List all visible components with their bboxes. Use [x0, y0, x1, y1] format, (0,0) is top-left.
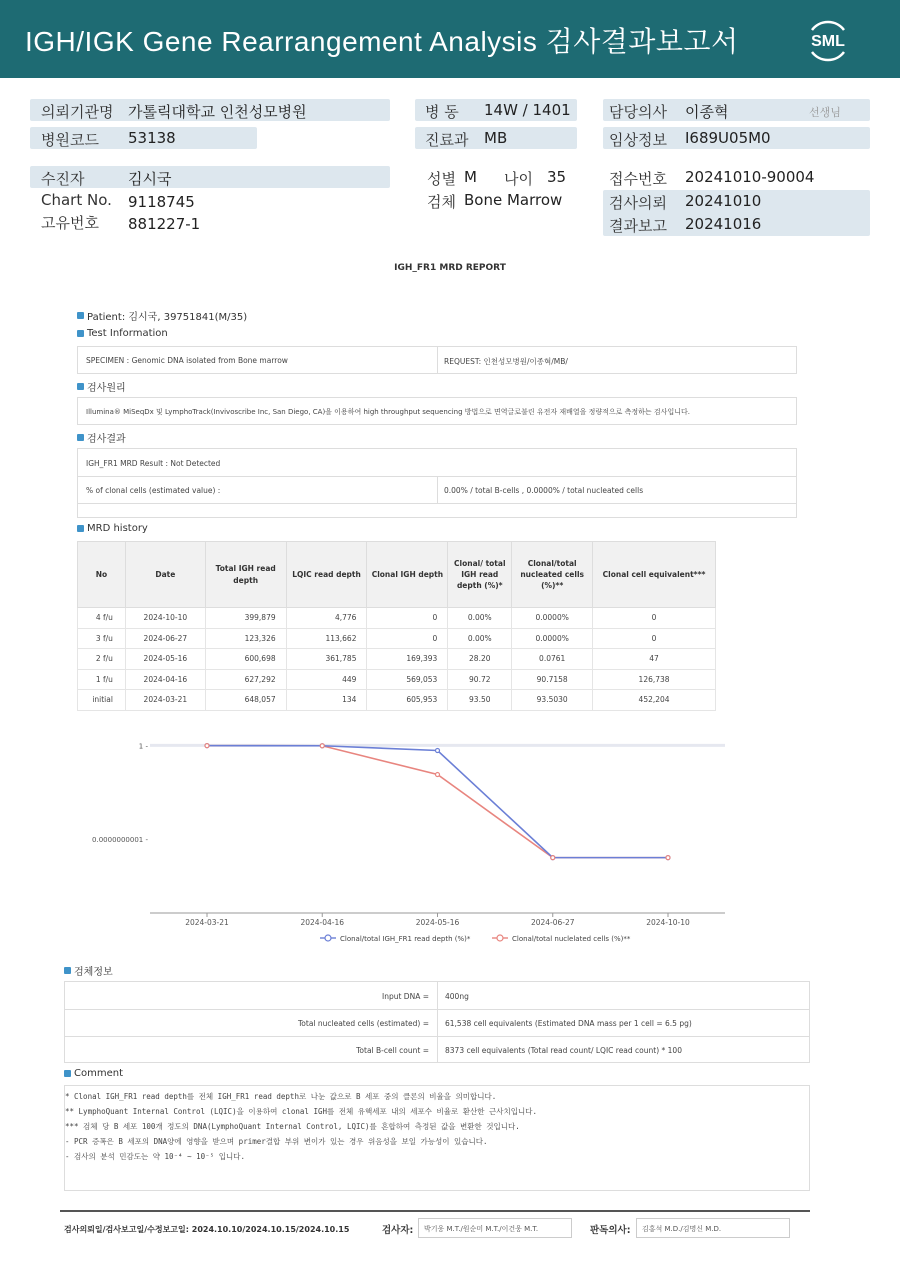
table-cell: 449: [286, 669, 367, 690]
table-cell: 123,326: [205, 628, 286, 649]
test-info-heading: Test Information: [77, 328, 168, 339]
table-cell: 4,776: [286, 608, 367, 629]
table-header-cell: No: [78, 542, 126, 608]
mrd-history-table: [77, 541, 716, 711]
specimen-value: Bone Marrow: [464, 191, 563, 209]
bullet-icon: [64, 967, 71, 974]
bullet-icon: [77, 312, 84, 319]
table-cell: 126,738: [593, 669, 716, 690]
table-header-cell: Clonal/total nucleated cells (%)**: [512, 542, 593, 608]
legend-label: Clonal/total nuclelated cells (%)**: [512, 935, 631, 943]
table-row: [78, 649, 716, 670]
data-point: [666, 856, 670, 860]
bullet-icon: [77, 383, 84, 390]
table-cell: 648,057: [205, 690, 286, 711]
data-point: [320, 744, 324, 748]
comment-heading: Comment: [64, 1068, 123, 1079]
table-cell: 0: [367, 608, 448, 629]
receipt-value: 20241010-90004: [685, 168, 815, 186]
table-cell: 0.0000%: [512, 628, 593, 649]
table-header-cell: Clonal/ total IGH read depth (%)*: [448, 542, 512, 608]
receipt-label: 접수번호: [609, 170, 667, 188]
table-cell: 2024-03-21: [125, 690, 205, 711]
unique-no-value: 881227-1: [128, 215, 201, 233]
hospital-code-value: 53138: [128, 129, 176, 147]
data-point: [551, 856, 555, 860]
comment-line: - PCR 증폭은 B 세포의 DNA양에 영향을 받으며 primer결합 부위 변이가 있는 경우 위음성을 보일 가능성이 있습니다.: [65, 1137, 488, 1146]
comment-line: * Clonal IGH_FR1 read depth를 전체 IGH_FR1 read depth로 나눈 값으로 B 세포 중의 클론의 비율을 의미합니다.: [65, 1092, 497, 1101]
x-tick-label: 2024-03-21: [185, 918, 229, 927]
table-cell: 93.50: [448, 690, 512, 711]
mrd-result-text: IGH_FR1 MRD Result : Not Detected: [86, 459, 221, 468]
table-cell: 605,953: [367, 690, 448, 711]
principle-heading: 검사원리: [77, 379, 126, 394]
svg-text:SML: SML: [811, 33, 845, 50]
reader-names: 김홍석 M.D./김명신 M.D.: [636, 1218, 790, 1238]
institution-value: 가톨릭대학교 인천성모병원: [128, 103, 307, 121]
table-header-cell: Total IGH read depth: [205, 542, 286, 608]
specimen-label: 검체: [427, 193, 456, 211]
table-cell: 2 f/u: [78, 649, 126, 670]
test-info-box: [77, 346, 797, 374]
input-dna-value: 400ng: [445, 992, 469, 1001]
table-cell: 600,698: [205, 649, 286, 670]
institution-label: 의뢰기관명: [41, 103, 114, 121]
bcell-count-label: Total B-cell count =: [356, 1046, 429, 1055]
table-row: [78, 628, 716, 649]
table-cell: 0.00%: [448, 628, 512, 649]
table-cell: 2024-05-16: [125, 649, 205, 670]
patient-value: 김시국: [128, 170, 172, 188]
request-value: 20241010: [685, 192, 762, 210]
unique-no-label: 고유번호: [41, 214, 99, 232]
specimen-text: SPECIMEN : Genomic DNA isolated from Bone marrow: [86, 356, 288, 365]
hospital-code-label: 병원코드: [41, 131, 99, 149]
patient-line: Patient: 김시국, 39751841(M/35): [77, 308, 247, 323]
bullet-icon: [77, 330, 84, 337]
table-cell: 90.7158: [512, 669, 593, 690]
table-cell: 361,785: [286, 649, 367, 670]
result-box: [77, 448, 797, 518]
age-label: 나이: [504, 170, 533, 188]
bullet-icon: [77, 434, 84, 441]
table-cell: 93.5030: [512, 690, 593, 711]
clinical-value: I689U05M0: [685, 129, 771, 147]
x-tick-label: 2024-06-27: [530, 918, 575, 927]
table-cell: 169,393: [367, 649, 448, 670]
table-cell: 47: [593, 649, 716, 670]
request-label: 검사의뢰: [609, 194, 667, 212]
age-value: 35: [547, 168, 567, 186]
y-tick-label: 0.0000000001 -: [92, 835, 148, 844]
tester-label: 검사자:: [382, 1225, 414, 1236]
comment-box: [64, 1085, 810, 1191]
table-cell: 90.72: [448, 669, 512, 690]
table-header-cell: Clonal IGH depth: [367, 542, 448, 608]
x-tick-label: 2024-05-16: [415, 918, 460, 927]
mrd-report-title: IGH_FR1 MRD REPORT: [394, 263, 506, 273]
dept-label: 진료과: [425, 131, 469, 149]
table-row: [78, 690, 716, 711]
chart-no-value: 9118745: [128, 193, 195, 211]
table-cell: 113,662: [286, 628, 367, 649]
result-label: 결과보고: [609, 217, 667, 235]
table-header-cell: LQIC read depth: [286, 542, 367, 608]
sex-value: M: [464, 168, 477, 186]
input-dna-label: Input DNA =: [382, 992, 429, 1001]
legend-label: Clonal/total IGH_FR1 read depth (%)*: [340, 935, 471, 943]
dept-value: MB: [484, 129, 508, 147]
table-cell: 28.20: [448, 649, 512, 670]
ward-value: 14W / 1401: [484, 101, 571, 119]
total-nucleated-value: 61,538 cell equivalents (Estimated DNA mass per 1 cell = 6.5 pg): [445, 1019, 692, 1028]
bullet-icon: [64, 1070, 71, 1077]
report-header: [0, 0, 900, 78]
table-cell: 627,292: [205, 669, 286, 690]
principle-box: [77, 397, 797, 425]
comment-line: - 검사의 분석 민감도는 약 10⁻⁴ ~ 10⁻⁵ 입니다.: [65, 1152, 245, 1161]
table-cell: 4 f/u: [78, 608, 126, 629]
bcell-count-value: 8373 cell equivalents (Total read count/ LQIC read count) * 100: [445, 1046, 682, 1055]
y-tick-label: 1 -: [138, 742, 148, 751]
legend-marker: [325, 935, 331, 941]
report-main-title: IGH/IGK Gene Rearrangement Analysis 검사결과보고서: [25, 26, 739, 57]
x-tick-label: 2024-10-10: [646, 918, 690, 927]
ward-label: 병 동: [425, 103, 459, 121]
mrd-history-heading: MRD history: [77, 523, 148, 534]
table-cell: 399,879: [205, 608, 286, 629]
clonal-value: 0.00% / total B-cells , 0.0000% / total nucleated cells: [444, 486, 644, 495]
mrd-trend-chart: [70, 720, 770, 950]
data-point: [436, 773, 440, 777]
clinical-label: 임상정보: [609, 131, 667, 149]
data-point: [436, 748, 440, 752]
reader-label: 판독의사:: [590, 1225, 631, 1236]
specimen-info-heading: 검체정보: [64, 963, 113, 978]
table-cell: 0.0000%: [512, 608, 593, 629]
table-cell: 2024-10-10: [125, 608, 205, 629]
clonal-label: % of clonal cells (estimated value) :: [86, 486, 221, 495]
table-cell: 3 f/u: [78, 628, 126, 649]
table-cell: 2024-06-27: [125, 628, 205, 649]
principle-text: Illumina® MiSeqDx 및 LymphoTrack(Invivoscribe Inc, San Diego, CA)을 이용하여 high throughput sequencing 방법으로 면역글로불린 유전자 재배열을 정량적으로 측정하는 검사입니다.: [86, 408, 690, 416]
sex-label: 성별: [427, 170, 456, 188]
table-header-cell: Date: [125, 542, 205, 608]
specimen-info-box: [64, 981, 810, 1063]
table-cell: 0: [367, 628, 448, 649]
comment-line: ** LymphoQuant Internal Control (LQIC)을 이용하여 clonal IGH를 전체 유핵세포 내의 세포수 비율로 환산한 근사치입니다.: [65, 1107, 537, 1116]
signature-footer: [60, 1210, 810, 1240]
table-cell: initial: [78, 690, 126, 711]
table-row: [78, 669, 716, 690]
doctor-value: 이종혁: [685, 103, 729, 121]
report-dates: 검사의뢰일/검사보고일/수정보고일: 2024.10.10/2024.10.15/2024.10.15: [64, 1225, 350, 1234]
bullet-icon: [77, 525, 84, 532]
table-cell: 0: [593, 608, 716, 629]
table-cell: 0.0761: [512, 649, 593, 670]
table-cell: 1 f/u: [78, 669, 126, 690]
table-cell: 134: [286, 690, 367, 711]
result-heading: 검사결과: [77, 430, 126, 445]
total-nucleated-label: Total nucleated cells (estimated) =: [297, 1019, 429, 1028]
sml-logo: [802, 14, 854, 66]
table-row: [78, 608, 716, 629]
table-cell: 2024-04-16: [125, 669, 205, 690]
doctor-label: 담당의사: [609, 103, 667, 121]
legend-marker: [497, 935, 503, 941]
x-tick-label: 2024-04-16: [300, 918, 345, 927]
series-line: [207, 746, 668, 858]
table-header-cell: Clonal cell equivalent***: [593, 542, 716, 608]
comment-line: *** 검체 당 B 세포 100개 정도의 DNA(LymphoQuant Internal Control, LQIC)를 혼합하여 측정된 값을 변환한 것입니다.: [65, 1122, 520, 1131]
result-value: 20241016: [685, 215, 762, 233]
patient-label: 수진자: [41, 170, 85, 188]
table-cell: 0.00%: [448, 608, 512, 629]
chart-no-label: Chart No.: [41, 191, 112, 209]
data-point: [205, 744, 209, 748]
doctor-suffix: 선생님: [809, 106, 841, 119]
table-cell: 452,204: [593, 690, 716, 711]
request-text: REQUEST: 인천성모병원/이종혁/MB/: [444, 357, 568, 366]
series-line: [207, 746, 668, 858]
tester-names: 박기웅 M.T./원순미 M.T./이건웅 M.T.: [418, 1218, 572, 1238]
table-cell: 569,053: [367, 669, 448, 690]
table-cell: 0: [593, 628, 716, 649]
